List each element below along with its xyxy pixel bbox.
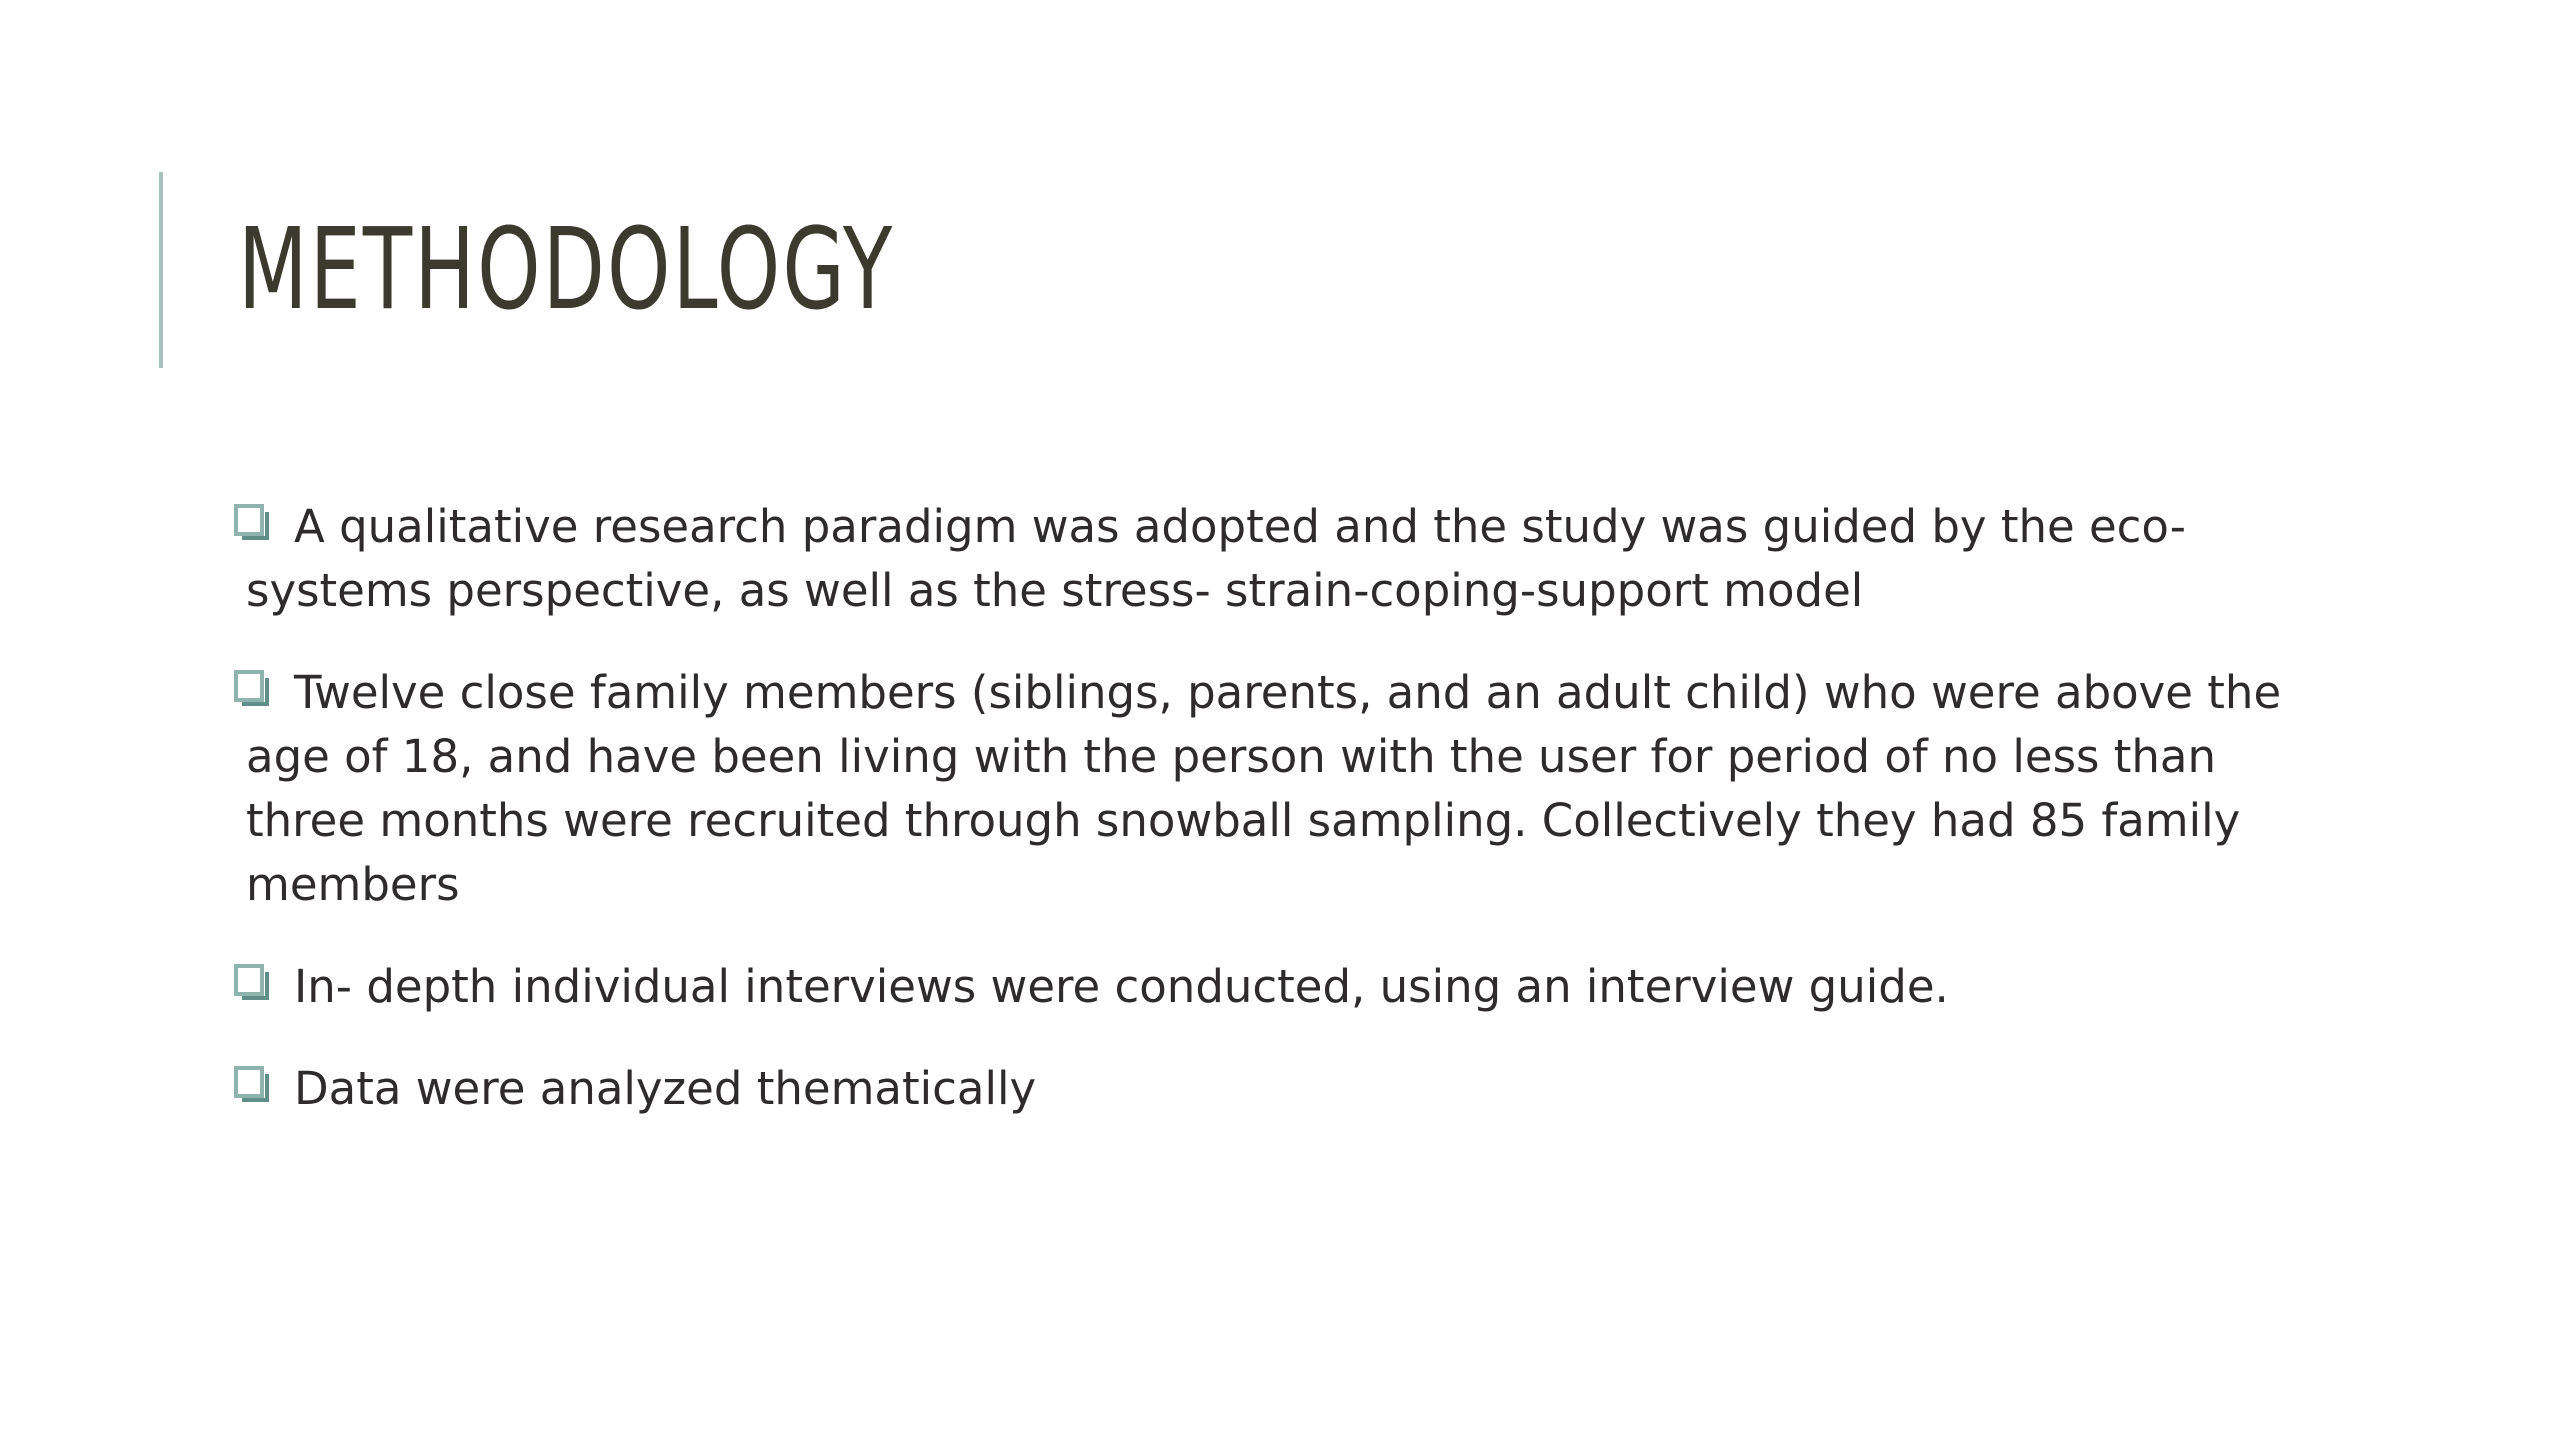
checkbox-square-icon bbox=[234, 670, 270, 708]
bullet-text: Data were analyzed thematically bbox=[294, 1062, 1037, 1115]
bullet-text: Twelve close family members (siblings, parents, and an adult child) who were above the age of 18, and have been living with the person with the user for period of no less than three months were recruited through snowball sampling. Collectively they had 85 family members bbox=[246, 666, 2282, 911]
bullet-list bbox=[230, 495, 2320, 1159]
slide-title: METHODOLOGY bbox=[238, 205, 895, 335]
title-accent-bar bbox=[159, 172, 163, 368]
checkbox-square-icon bbox=[234, 1066, 270, 1104]
checkbox-square-icon bbox=[234, 504, 270, 542]
bullet-text: A qualitative research paradigm was adopted and the study was guided by the eco-systems perspective, as well as the stress- strain-coping-support model bbox=[246, 500, 2187, 617]
bullet-item bbox=[230, 661, 2320, 917]
bullet-item bbox=[230, 1057, 2320, 1121]
bullet-item bbox=[230, 955, 2320, 1019]
bullet-item bbox=[230, 495, 2320, 623]
checkbox-square-icon bbox=[234, 964, 270, 1002]
bullet-text: In- depth individual interviews were conducted, using an interview guide. bbox=[294, 960, 1949, 1013]
